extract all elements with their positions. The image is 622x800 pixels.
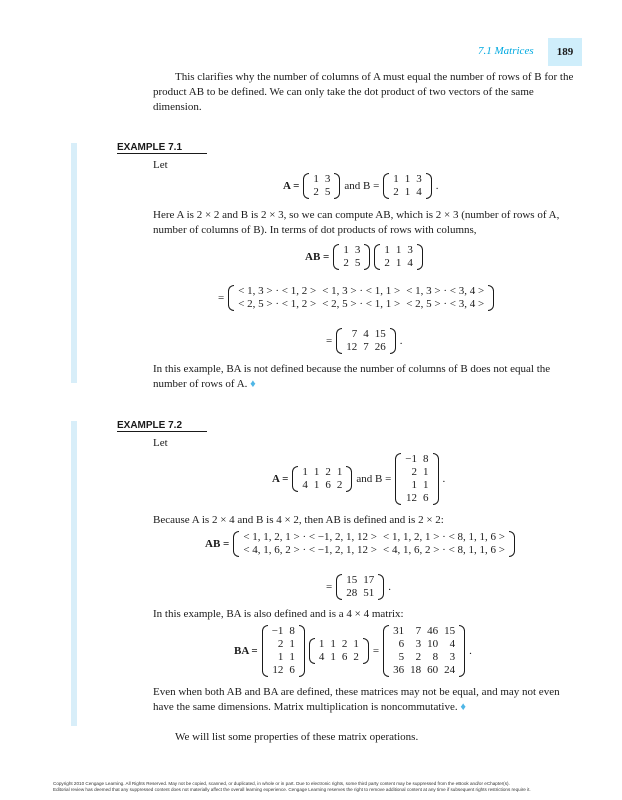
label-BA: BA = <box>234 644 258 657</box>
intro-paragraph: This clarifies why the number of columns of A must equal the number of rows of B for the product AB to be defined. We can only take the dot product of two vectors of the same dimension. <box>153 71 574 113</box>
example-1-dot-products: = < 1, 3 > · < 1, 2 > < 1, 3 > · < 1, 1 > < 1, 3 > · < 3, 4 > < 2, 5 > · < 1, 2 > < 2, 5 > · < 1, 1 > < 2, 5 > · < 3, 4 > <box>218 285 494 311</box>
example-1-sidebar <box>71 143 77 383</box>
example-1-rule <box>117 153 207 154</box>
dot-product-matrix: < 1, 3 > · < 1, 2 > < 1, 3 > · < 1, 1 > < 1, 3 > · < 3, 4 > < 2, 5 > · < 1, 2 > < 2, 5 > · < 1, 1 > < 2, 5 > · < 3, 4 > <box>228 285 494 311</box>
result-matrix: 7 4 15 12 7 26 <box>336 328 396 354</box>
matrix-A: 1 3 2 5 <box>303 173 340 199</box>
page-number: 189 <box>548 38 582 66</box>
end-of-example-diamond-icon: ♦ <box>460 701 466 713</box>
example-2-heading: EXAMPLE 7.2 <box>117 420 183 431</box>
closing-paragraph: We will list some properties of these matrix operations. <box>175 731 419 743</box>
example-2-dot-products <box>205 531 515 557</box>
matrix-B: −1 8 2 1 1 1 12 6 <box>395 453 438 505</box>
matrix-B: 1 1 3 2 1 4 <box>383 173 432 199</box>
example-2-text-2: In this example, BA is also defined and is a 4 × 4 matrix: <box>153 608 404 620</box>
example-1-result: = 7 4 15 12 7 26 . <box>326 328 403 353</box>
example-1-text-1: Here A is 2 × 2 and B is 2 × 3, so we can compute AB, which is 2 × 3 (number of rows of A, number of columns of B). In terms of dot products of rows with columns, <box>153 209 560 236</box>
copyright-footer: Copyright 2010 Cengage Learning. All Rights Reserved. May not be copied, scanned, or duplicated, in whole or in part. Due to electronic rights, some third party content may be suppressed from the eBook and/or eChapter(s). Editorial review has deemed that any suppressed content does not materially affect the overall learning experience. Cengage Learning reserves the right to remove additional content at any time if subsequent rights restrictions require it. <box>53 781 531 792</box>
end-of-example-diamond-icon: ♦ <box>250 378 256 390</box>
running-header <box>470 38 582 66</box>
ba-result-matrix: 31 7 46 15 6 3 10 4 5 2 8 3 36 18 60 24 <box>383 625 465 677</box>
matrix-B: −1 8 2 1 1 1 12 6 <box>262 625 305 677</box>
and-B-label: and B = <box>344 179 380 192</box>
matrix-A: 1 3 2 5 <box>333 244 370 270</box>
example-2-ba-product: BA = −1 8 2 1 1 1 12 6 1 1 2 1 4 1 6 2 = 31 7 46 15 6 3 10 4 5 2 8 3 36 18 60 24 . <box>234 625 472 676</box>
example-1-product <box>305 244 423 270</box>
example-1-heading: EXAMPLE 7.1 <box>117 142 183 153</box>
and-B-label: and B = <box>356 472 392 485</box>
example-1-definition: A = 1 3 2 5 and B = 1 1 3 2 1 4 . <box>283 173 439 198</box>
example-2-rule <box>117 431 207 432</box>
label-A: A = <box>283 179 300 192</box>
example-1-text-2: In this example, BA is not defined because the number of columns of B does not equal the number of rows of A. ♦ <box>153 363 551 390</box>
example-2-sidebar <box>71 421 77 726</box>
example-2-definition: A = 1 1 2 1 4 1 6 2 and B = −1 8 2 1 1 1 12 6 . <box>272 453 446 504</box>
example-1-let: Let <box>153 159 168 171</box>
matrix-A: 1 1 2 1 4 1 6 2 <box>292 466 352 492</box>
example-2-result: = 15 17 28 51 . <box>326 574 391 599</box>
matrix-B: 1 1 3 2 1 4 <box>374 244 423 270</box>
example-2-text-1: Because A is 2 × 4 and B is 4 × 2, then AB is defined and is 2 × 2: <box>153 514 444 526</box>
example-2-text-3: Even when both AB and BA are defined, these matrices may not be equal, and may not even have the same dimensions. Matrix multiplication is noncommutative. ♦ <box>153 686 560 713</box>
matrix-A: 1 1 2 1 4 1 6 2 <box>309 638 369 664</box>
label-A: A = <box>272 472 289 485</box>
example-2-let: Let <box>153 437 168 449</box>
result-matrix: 15 17 28 51 <box>336 574 384 600</box>
dot-product-matrix: < 1, 1, 2, 1 > · < −1, 2, 1, 12 > < 1, 1, 2, 1 > · < 8, 1, 1, 6 > < 4, 1, 6, 2 > · < −1, 2, 1, 12 > < 4, 1, 6, 2 > · < 8, 1, 1, 6 > <box>233 531 515 557</box>
label-AB: AB = <box>205 537 230 550</box>
label-AB: AB = <box>305 250 330 263</box>
section-title: 7.1 Matrices <box>478 45 534 57</box>
